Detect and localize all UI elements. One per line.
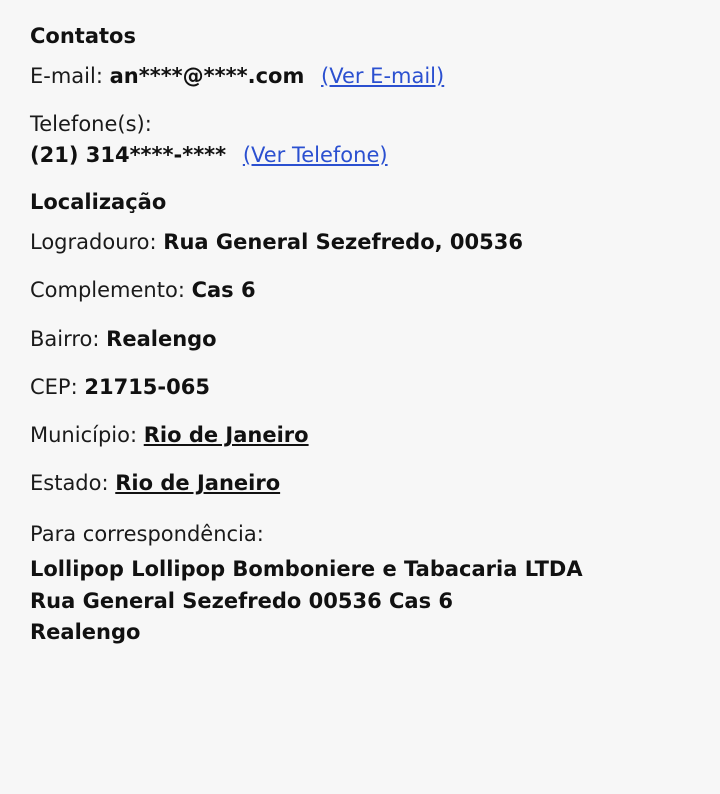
zip-value: 21715-065 (84, 374, 210, 399)
complement-label: Complemento: (30, 278, 185, 303)
correspondence-line-2: Rua General Sezefredo 00536 Cas 6 (30, 588, 454, 613)
address-label: Logradouro: (30, 230, 157, 255)
city-row (30, 422, 702, 448)
phone-value: (21) 314****-**** (30, 142, 227, 167)
contacts-heading: Contatos (30, 24, 136, 48)
view-email-link[interactable]: (Ver E-mail) (321, 64, 445, 89)
phone-line (30, 142, 702, 168)
location-heading: Localização (30, 189, 167, 214)
correspondence-line-1: Lollipop Lollipop Bomboniere e Tabacaria LTDA (30, 557, 583, 582)
state-value[interactable]: Rio de Janeiro (115, 471, 281, 496)
phone-label: Telefone(s): (30, 112, 152, 137)
state-label: Estado: (30, 471, 109, 496)
phone-row (30, 111, 702, 168)
zip-row (30, 374, 702, 400)
state-row (30, 470, 702, 496)
email-value: an****@****.com (109, 64, 305, 89)
city-value[interactable]: Rio de Janeiro (143, 423, 309, 448)
correspondence-block (30, 519, 702, 649)
correspondence-label: Para correspondência: (30, 521, 264, 546)
address-row (30, 229, 702, 255)
email-row (30, 63, 702, 89)
neighborhood-value: Realengo (106, 326, 217, 351)
complement-value: Cas 6 (191, 278, 256, 303)
neighborhood-label: Bairro: (30, 326, 100, 351)
city-label: Município: (30, 423, 138, 448)
address-value: Rua General Sezefredo, 00536 (163, 230, 523, 255)
zip-label: CEP: (30, 374, 78, 399)
email-label: E-mail: (30, 64, 103, 89)
view-phone-link[interactable]: (Ver Telefone) (242, 142, 388, 167)
complement-row (30, 277, 702, 303)
correspondence-line-3: Realengo (30, 620, 141, 645)
neighborhood-row (30, 326, 702, 352)
